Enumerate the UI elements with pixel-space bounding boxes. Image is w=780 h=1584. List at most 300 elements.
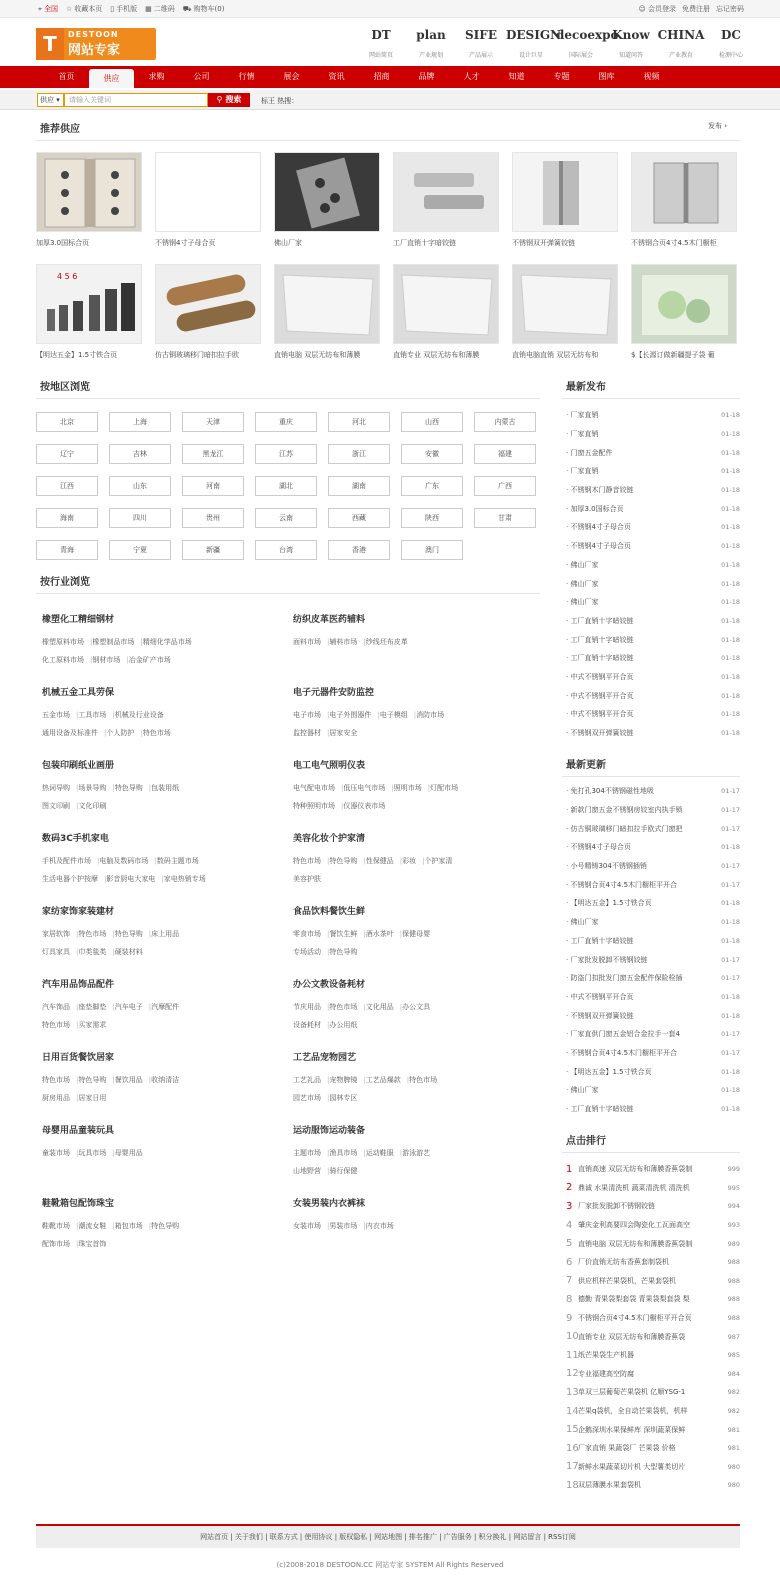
industry-name[interactable]: 橡塑化工精细钢材 (42, 615, 115, 625)
ranking-item[interactable] (566, 1179, 740, 1198)
industry-name[interactable]: 机械五金工具劳保 (42, 688, 115, 698)
industry-name[interactable]: 工艺品宠物园艺 (293, 1053, 357, 1063)
rank-title[interactable]: 纸芒果袋生产机器 (578, 1351, 634, 1360)
industry-sub-link[interactable]: 男装市场 (329, 1222, 358, 1230)
ranking-item[interactable] (566, 1458, 740, 1477)
industry-sub-link[interactable]: 机械及行业设备 (114, 711, 164, 719)
industry-name[interactable]: 办公文教设备耗材 (293, 980, 366, 990)
list-item[interactable] (566, 574, 740, 593)
region-link[interactable]: 甘肃 (474, 508, 536, 528)
list-item[interactable] (566, 649, 740, 668)
rank-title[interactable]: 企鹅深圳水果保鲜库 深圳蔬菜保鲜 (578, 1425, 686, 1434)
product-name[interactable]: 仿古铜玻璃移门暗扣拉手欧 (155, 351, 239, 359)
rank-title[interactable]: 德勤 青果袋梨套袋 青果袋梨套袋 梨 (578, 1295, 690, 1304)
list-item[interactable] (566, 593, 740, 612)
product-image[interactable] (393, 152, 499, 232)
region-link[interactable]: 广东 (401, 476, 463, 496)
industry-sub-link[interactable]: 特色市场 (329, 1003, 358, 1011)
list-item[interactable] (566, 499, 740, 518)
rank-title[interactable]: 芒果q袋机，全自动芒果袋机，机样 (578, 1407, 688, 1416)
ranking-item[interactable] (566, 1290, 740, 1309)
region-link[interactable]: 江西 (36, 476, 98, 496)
partner-brand[interactable] (556, 26, 619, 59)
industry-name[interactable]: 家纺家饰家装建材 (42, 907, 115, 917)
nav-item[interactable]: 品牌 (418, 72, 435, 81)
industry-sub-link[interactable]: 居家安全 (329, 729, 358, 737)
list-item[interactable] (566, 425, 740, 444)
industry-name[interactable]: 包装印刷纸业画册 (42, 761, 115, 771)
industry-sub-link[interactable]: 生活电器个护按摩 (42, 875, 98, 883)
nav-item[interactable]: 图库 (598, 72, 615, 81)
product-name[interactable]: 不锈钢4寸子母合页 (155, 239, 216, 247)
industry-sub-link[interactable]: 面料市场 (293, 638, 321, 646)
industry-sub-link[interactable]: 女装市场 (293, 1222, 321, 1230)
list-item-title[interactable]: · 佛山厂家 (566, 579, 599, 588)
product-card[interactable] (274, 152, 380, 248)
region-link[interactable]: 内蒙古 (474, 412, 536, 432)
partner-brand[interactable] (356, 26, 406, 59)
nav-item[interactable]: 专题 (553, 72, 570, 81)
list-item[interactable] (566, 1006, 740, 1025)
ranking-item[interactable] (566, 1160, 740, 1179)
industry-sub-link[interactable]: 内衣市场 (365, 1222, 394, 1230)
partner-brand[interactable] (506, 26, 562, 59)
list-item-title[interactable]: · 不锈钢4寸子母合页 (566, 843, 631, 852)
list-item[interactable] (566, 668, 740, 687)
rank-title[interactable]: 肇庆金利高要四会陶瓷化工瓦面高空 (578, 1221, 690, 1230)
industry-sub-link[interactable]: 彩妆 (402, 857, 417, 865)
industry-sub-link[interactable]: 园艺市场 (293, 1094, 321, 1102)
list-item[interactable] (566, 630, 740, 649)
partner-brand[interactable] (706, 26, 756, 59)
list-item[interactable] (566, 913, 740, 932)
product-card[interactable] (512, 152, 618, 248)
list-item[interactable] (566, 1044, 740, 1063)
industry-sub-link[interactable]: 办公文具 (402, 1003, 431, 1011)
industry-sub-link[interactable]: 特色市场 (409, 1076, 438, 1084)
list-item-title[interactable]: · 厂家直销 (566, 430, 599, 439)
industry-sub-link[interactable]: 个人防护 (106, 729, 135, 737)
list-item-title[interactable]: · 工厂直销十字暗铰链 (566, 616, 634, 625)
ranking-item[interactable] (566, 1383, 740, 1402)
mobile-link[interactable]: ▯ 手机版 (110, 5, 138, 13)
list-item-title[interactable]: · 不锈钢木门静音铰链 (566, 486, 634, 495)
ranking-item[interactable] (566, 1346, 740, 1365)
list-item-title[interactable]: · 【明达五金】1.5寸铁合页 (566, 899, 652, 908)
industry-sub-link[interactable]: 监控器材 (293, 729, 321, 737)
region-link[interactable]: 福建 (474, 444, 536, 464)
list-item-title[interactable]: · 工厂直销十字暗铰链 (566, 936, 634, 945)
product-image[interactable] (274, 152, 380, 232)
industry-sub-link[interactable]: 灯配市场 (430, 784, 459, 792)
industry-sub-link[interactable]: 热词导购 (42, 784, 70, 792)
list-item-title[interactable]: · 不锈钢双开弹簧铰链 (566, 1011, 634, 1020)
industry-sub-link[interactable]: 橡塑制品市场 (92, 638, 135, 646)
industry-sub-link[interactable]: 橡塑原料市场 (42, 638, 84, 646)
region-link[interactable]: 山西 (401, 412, 463, 432)
partner-brand[interactable] (456, 26, 506, 59)
list-item[interactable] (566, 857, 740, 876)
product-name[interactable]: 【明达五金】1.5寸铁合页 (36, 351, 118, 359)
industry-sub-link[interactable]: 零食市场 (293, 930, 321, 938)
list-item-title[interactable]: · 门窗五金配件 (566, 448, 613, 457)
rank-title[interactable]: 直销电脑 双层无纺布和薄膜香蕉袋制 (578, 1239, 693, 1248)
industry-sub-link[interactable]: 个护家清 (424, 857, 453, 865)
industry-sub-link[interactable]: 性保健品 (365, 857, 394, 865)
region-link[interactable]: 湖南 (328, 476, 390, 496)
industry-sub-link[interactable]: 特色导购 (329, 948, 358, 956)
ranking-item[interactable] (566, 1402, 740, 1421)
region-link[interactable]: 吉林 (109, 444, 171, 464)
industry-sub-link[interactable]: 化工原料市场 (42, 656, 84, 664)
list-item-title[interactable]: · 加厚3.0国标合页 (566, 504, 624, 513)
list-item[interactable] (566, 801, 740, 820)
rank-title[interactable]: 直销高速 双层无纺布和薄膜香蕉袋制 (578, 1165, 693, 1174)
list-item-title[interactable]: · 仿古铜玻璃移门暗扣拉手欧式门窗把 (566, 824, 683, 833)
rank-title[interactable]: 新鲜水果蔬菜切片机 大型薯类切片 (578, 1462, 686, 1471)
region-link[interactable]: 香港 (328, 540, 390, 560)
list-item[interactable] (566, 1100, 740, 1119)
nav-item[interactable]: 招商 (373, 72, 390, 81)
industry-sub-link[interactable]: 骑行保健 (329, 1167, 358, 1175)
region-link[interactable]: 新疆 (182, 540, 244, 560)
list-item-title[interactable]: · 佛山厂家 (566, 1086, 599, 1095)
list-item[interactable] (566, 875, 740, 894)
list-item-title[interactable]: · 不锈钢合页4寸4.5木门橱柜平开合 (566, 1048, 678, 1057)
region-link[interactable]: 安徽 (401, 444, 463, 464)
list-item-title[interactable]: · 中式不锈钢平开合页 (566, 672, 634, 681)
industry-sub-link[interactable]: 渔具市场 (329, 1149, 358, 1157)
industry-sub-link[interactable]: 巾类毯类 (78, 948, 107, 956)
region-link[interactable]: 西藏 (328, 508, 390, 528)
site-logo[interactable]: T DESTOON 网站专家 (36, 28, 156, 60)
product-card[interactable] (36, 264, 142, 360)
industry-sub-link[interactable]: 游泳游艺 (402, 1149, 431, 1157)
list-item-title[interactable]: · 佛山厂家 (566, 598, 599, 607)
list-item-title[interactable]: · 不锈钢4寸子母合页 (566, 542, 631, 551)
region-link[interactable]: 黑龙江 (182, 444, 244, 464)
partner-brand[interactable] (406, 26, 456, 59)
list-item[interactable] (566, 932, 740, 951)
list-item-title[interactable]: · 不锈钢合页4寸4.5木门橱柜平开合 (566, 880, 678, 889)
region-link[interactable]: 湖北 (255, 476, 317, 496)
industry-sub-link[interactable]: 汽摩配件 (151, 1003, 180, 1011)
industry-sub-link[interactable]: 特种照明市场 (293, 802, 335, 810)
industry-sub-link[interactable]: 消防市场 (416, 711, 445, 719)
industry-name[interactable]: 女装男装内衣裤袜 (293, 1199, 366, 1209)
list-item-title[interactable]: · 厂家批发脱卸不锈钢铰链 (566, 955, 648, 964)
industry-sub-link[interactable]: 汽车饰品 (42, 1003, 70, 1011)
register-link[interactable]: 免费注册 (682, 5, 710, 13)
ranking-item[interactable] (566, 1439, 740, 1458)
industry-sub-link[interactable]: 电子外围器件 (329, 711, 372, 719)
industry-sub-link[interactable]: 童装市场 (42, 1149, 70, 1157)
industry-sub-link[interactable]: 办公用纸 (329, 1021, 358, 1029)
industry-sub-link[interactable]: 辅料市场 (329, 638, 358, 646)
ranking-item[interactable] (566, 1253, 740, 1272)
product-image[interactable] (631, 264, 737, 344)
industry-sub-link[interactable]: 家居软饰 (42, 930, 70, 938)
list-item-title[interactable]: · 不锈钢双开弹簧铰链 (566, 729, 634, 738)
list-item-title[interactable]: · 【明达五金】1.5寸铁合页 (566, 1067, 652, 1076)
industry-name[interactable]: 汽车用品饰品配件 (42, 980, 115, 990)
product-image[interactable] (36, 152, 142, 232)
region-link[interactable]: 上海 (109, 412, 171, 432)
industry-sub-link[interactable]: 特色导购 (114, 930, 143, 938)
industry-sub-link[interactable]: 特色市场 (42, 1076, 70, 1084)
nav-item[interactable]: 供应 (89, 69, 134, 88)
industry-sub-link[interactable]: 数码主题市场 (156, 857, 199, 865)
industry-sub-link[interactable]: 特色市场 (78, 930, 107, 938)
region-link[interactable]: 江苏 (255, 444, 317, 464)
search-button[interactable]: ⚲ 搜索 (208, 93, 250, 107)
region-link[interactable]: 天津 (182, 412, 244, 432)
industry-sub-link[interactable]: 五金市场 (42, 711, 70, 719)
industry-sub-link[interactable]: 美容护肤 (293, 875, 321, 883)
product-name[interactable]: 不锈钢合页4寸4.5木门橱柜 (631, 239, 717, 247)
industry-sub-link[interactable]: 工艺礼品 (293, 1076, 321, 1084)
industry-name[interactable]: 电子元器件安防监控 (293, 688, 375, 698)
industry-sub-link[interactable]: 汽车电子 (114, 1003, 143, 1011)
industry-sub-link[interactable]: 仪器仪表市场 (343, 802, 386, 810)
industry-sub-link[interactable]: 山地野营 (293, 1167, 321, 1175)
list-item-title[interactable]: · 厂家直销 (566, 411, 599, 420)
footer-links[interactable]: 网站首页 | 关于我们 | 联系方式 | 使用协议 | 版权隐私 | 网站地图 | 排名推广 | 广告服务 | 积分换礼 | 网站留言 | RSS订阅 (36, 1524, 740, 1548)
industry-sub-link[interactable]: 居家日用 (78, 1094, 107, 1102)
industry-sub-link[interactable]: 宠物脾镜 (329, 1076, 358, 1084)
list-item-title[interactable]: · 工厂直销十字暗铰链 (566, 635, 634, 644)
list-item-title[interactable]: · 工厂直销十字暗铰链 (566, 654, 634, 663)
region-link[interactable]: 台湾 (255, 540, 317, 560)
forgot-password-link[interactable]: 忘记密码 (716, 5, 744, 13)
list-item[interactable] (566, 724, 740, 743)
industry-name[interactable]: 数码3C手机家电 (42, 834, 109, 844)
list-item-title[interactable]: · 小号精铸304不锈钢插销 (566, 862, 647, 871)
list-item[interactable] (566, 1025, 740, 1044)
product-name[interactable]: 直销专业 双层无纺布和薄膜 (393, 351, 480, 359)
list-item-title[interactable]: · 不锈钢4寸子母合页 (566, 523, 631, 532)
location-link[interactable]: ⌖ 全国 (38, 4, 58, 13)
industry-sub-link[interactable]: 运动鞋服 (365, 1149, 394, 1157)
rank-title[interactable]: 供应机样芒果袋机，芒果套袋机 (578, 1276, 676, 1285)
industry-sub-link[interactable]: 精细化学品市场 (142, 638, 192, 646)
region-link[interactable]: 四川 (109, 508, 171, 528)
industry-sub-link[interactable]: 特色市场 (293, 857, 321, 865)
industry-sub-link[interactable]: 节庆用品 (293, 1003, 321, 1011)
industry-sub-link[interactable]: 买家需求 (78, 1021, 107, 1029)
region-link[interactable]: 广西 (474, 476, 536, 496)
list-item-title[interactable]: · 中式不锈钢平开合页 (566, 691, 634, 700)
ranking-item[interactable] (566, 1272, 740, 1291)
product-card[interactable] (155, 152, 261, 248)
product-image[interactable] (36, 264, 142, 344)
cart-link[interactable]: ⛟ 购物车(0) (182, 4, 225, 13)
region-link[interactable]: 海南 (36, 508, 98, 528)
nav-item[interactable]: 知道 (508, 72, 525, 81)
rank-title[interactable]: 厂家直销 果蔬袋厂 芒果袋 价格 (578, 1444, 676, 1453)
product-card[interactable] (274, 264, 380, 360)
product-name[interactable]: 加厚3.0国标合页 (36, 239, 90, 247)
industry-sub-link[interactable]: 图文印刷 (42, 802, 70, 810)
list-item[interactable] (566, 518, 740, 537)
list-item[interactable] (566, 894, 740, 913)
ranking-item[interactable] (566, 1327, 740, 1346)
nav-item[interactable]: 展会 (283, 72, 300, 81)
product-image[interactable] (512, 152, 618, 232)
industry-name[interactable]: 运动服饰运动装备 (293, 1126, 366, 1136)
list-item[interactable] (566, 950, 740, 969)
list-item[interactable] (566, 782, 740, 801)
ranking-item[interactable] (566, 1234, 740, 1253)
list-item[interactable] (566, 556, 740, 575)
list-item[interactable] (566, 838, 740, 857)
list-item-title[interactable]: · 防盗门扣批发门窗五金配件保险栓插 (566, 974, 683, 983)
industry-sub-link[interactable]: 配饰市场 (42, 1240, 70, 1248)
product-image[interactable] (155, 152, 261, 232)
list-item-title[interactable]: · 免打孔304不锈钢磁性地吸 (566, 787, 654, 796)
list-item[interactable] (566, 969, 740, 988)
region-link[interactable]: 北京 (36, 412, 98, 432)
nav-item[interactable]: 首页 (58, 72, 75, 81)
region-link[interactable]: 辽宁 (36, 444, 98, 464)
search-input[interactable]: 请输入关键词 (64, 93, 208, 107)
industry-name[interactable]: 电工电气照明仪表 (293, 761, 366, 771)
qrcode-link[interactable]: ▦ 二维码 (145, 5, 175, 13)
ranking-item[interactable] (566, 1216, 740, 1235)
product-image[interactable] (393, 264, 499, 344)
industry-sub-link[interactable]: 电子模组 (379, 711, 408, 719)
industry-sub-link[interactable]: 文化用品 (365, 1003, 394, 1011)
list-item-title[interactable]: · 佛山厂家 (566, 918, 599, 927)
industry-sub-link[interactable]: 专场活动 (293, 948, 321, 956)
list-item-title[interactable]: · 中式不锈钢平开合页 (566, 710, 634, 719)
industry-sub-link[interactable]: 餐饮用品 (114, 1076, 143, 1084)
ranking-item[interactable] (566, 1197, 740, 1216)
region-link[interactable]: 贵州 (182, 508, 244, 528)
industry-sub-link[interactable]: 硬装材料 (114, 948, 143, 956)
product-name[interactable]: 直销电脑直销 双层无纺布和 (512, 351, 599, 359)
industry-sub-link[interactable]: 工艺品爆款 (365, 1076, 401, 1084)
industry-name[interactable]: 纺织皮革医药辅料 (293, 615, 366, 625)
list-item-title[interactable]: · 厂家直供门窗五金铝合金拉手一套4 (566, 1030, 680, 1039)
region-link[interactable]: 澳门 (401, 540, 463, 560)
product-image[interactable] (274, 264, 380, 344)
industry-sub-link[interactable]: 厨房用品 (42, 1094, 70, 1102)
rank-title[interactable]: 鼎诚 水果清洗机 蔬菜清洗机 清洗机 (578, 1183, 690, 1192)
product-card[interactable] (155, 264, 261, 360)
rank-title[interactable]: 直销专业 双层无纺布和薄膜香蕉袋 (578, 1332, 686, 1341)
industry-sub-link[interactable]: 冶金矿产市场 (128, 656, 171, 664)
ranking-item[interactable] (566, 1365, 740, 1384)
ranking-item[interactable] (566, 1476, 740, 1495)
industry-name[interactable]: 鞋靴箱包配饰珠宝 (42, 1199, 115, 1209)
list-item-title[interactable]: · 厂家直销 (566, 467, 599, 476)
industry-sub-link[interactable]: 包装用纸 (151, 784, 180, 792)
industry-sub-link[interactable]: 母婴用品 (114, 1149, 143, 1157)
region-link[interactable]: 青海 (36, 540, 98, 560)
industry-sub-link[interactable]: 钢材市场 (92, 656, 121, 664)
industry-name[interactable]: 美容化妆个护家清 (293, 834, 366, 844)
list-item[interactable] (566, 612, 740, 631)
industry-name[interactable]: 母婴用品童装玩具 (42, 1126, 115, 1136)
list-item[interactable] (566, 462, 740, 481)
industry-sub-link[interactable]: 特色导购 (114, 784, 143, 792)
product-name[interactable]: 不锈钢双开弹簧铰链 (512, 239, 575, 247)
industry-sub-link[interactable]: 设备耗材 (293, 1021, 321, 1029)
product-card[interactable] (393, 152, 499, 248)
list-item[interactable] (566, 481, 740, 500)
region-link[interactable]: 重庆 (255, 412, 317, 432)
industry-sub-link[interactable]: 电脑及数码市场 (99, 857, 149, 865)
industry-sub-link[interactable]: 文化印刷 (78, 802, 107, 810)
industry-name[interactable]: 日用百货餐饮居家 (42, 1053, 115, 1063)
nav-item[interactable]: 资讯 (328, 72, 345, 81)
nav-item[interactable]: 公司 (193, 72, 210, 81)
list-item[interactable] (566, 988, 740, 1007)
industry-sub-link[interactable]: 工具市场 (78, 711, 107, 719)
login-link[interactable]: ☺ 会员登录 (638, 5, 676, 13)
region-link[interactable]: 宁夏 (109, 540, 171, 560)
list-item[interactable] (566, 537, 740, 556)
industry-sub-link[interactable]: 潮流女鞋 (78, 1222, 107, 1230)
industry-sub-link[interactable]: 收纳清洁 (151, 1076, 180, 1084)
nav-item[interactable]: 人才 (463, 72, 480, 81)
list-item[interactable] (566, 819, 740, 838)
industry-sub-link[interactable]: 主题市场 (293, 1149, 321, 1157)
industry-sub-link[interactable]: 特色市场 (42, 1021, 70, 1029)
list-item-title[interactable]: · 新款门窗五金不锈钢房铰室内执手锁 (566, 806, 683, 815)
industry-sub-link[interactable]: 餐饮生鲜 (329, 930, 358, 938)
industry-sub-link[interactable]: 座垫脚垫 (78, 1003, 107, 1011)
industry-sub-link[interactable]: 玩具市场 (78, 1149, 107, 1157)
nav-item[interactable]: 行情 (238, 72, 255, 81)
nav-item[interactable]: 求购 (148, 72, 165, 81)
region-link[interactable]: 山东 (109, 476, 171, 496)
industry-sub-link[interactable]: 鞋靴市场 (42, 1222, 70, 1230)
featured-more-link[interactable]: 发布 › (708, 122, 728, 130)
region-link[interactable]: 云南 (255, 508, 317, 528)
rank-title[interactable]: 双层薄膜水果套袋机 (578, 1481, 641, 1490)
product-name[interactable]: 佛山厂家 (274, 239, 302, 247)
list-item[interactable] (566, 406, 740, 425)
list-item[interactable] (566, 443, 740, 462)
ranking-item[interactable] (566, 1309, 740, 1328)
product-image[interactable] (155, 264, 261, 344)
rank-title[interactable]: 厂家批发脱卸不锈钢铰链 (578, 1202, 655, 1211)
product-card[interactable] (631, 264, 737, 360)
industry-sub-link[interactable]: 特色导购 (329, 857, 358, 865)
industry-sub-link[interactable]: 电子市场 (293, 711, 321, 719)
industry-sub-link[interactable]: 酒水茶叶 (365, 930, 394, 938)
ranking-item[interactable] (566, 1420, 740, 1439)
industry-sub-link[interactable]: 场景导购 (78, 784, 107, 792)
industry-name[interactable]: 食品饮料餐饮生鲜 (293, 907, 366, 917)
industry-sub-link[interactable]: 园林专区 (329, 1094, 358, 1102)
industry-sub-link[interactable]: 箱包市场 (114, 1222, 143, 1230)
region-link[interactable]: 河南 (182, 476, 244, 496)
product-image[interactable] (512, 264, 618, 344)
industry-sub-link[interactable]: 纱线坯布皮革 (365, 638, 408, 646)
industry-sub-link[interactable]: 珠宝首饰 (78, 1240, 107, 1248)
industry-sub-link[interactable]: 特色导购 (78, 1076, 107, 1084)
industry-sub-link[interactable]: 特色导购 (151, 1222, 180, 1230)
list-item[interactable] (566, 686, 740, 705)
search-type-select[interactable]: 供应 ▾ (37, 93, 64, 107)
partner-brand[interactable] (656, 26, 706, 59)
list-item-title[interactable]: · 工厂直销十字暗铰链 (566, 1105, 634, 1114)
industry-sub-link[interactable]: 床上用品 (151, 930, 180, 938)
industry-sub-link[interactable]: 家电热销专场 (163, 875, 206, 883)
